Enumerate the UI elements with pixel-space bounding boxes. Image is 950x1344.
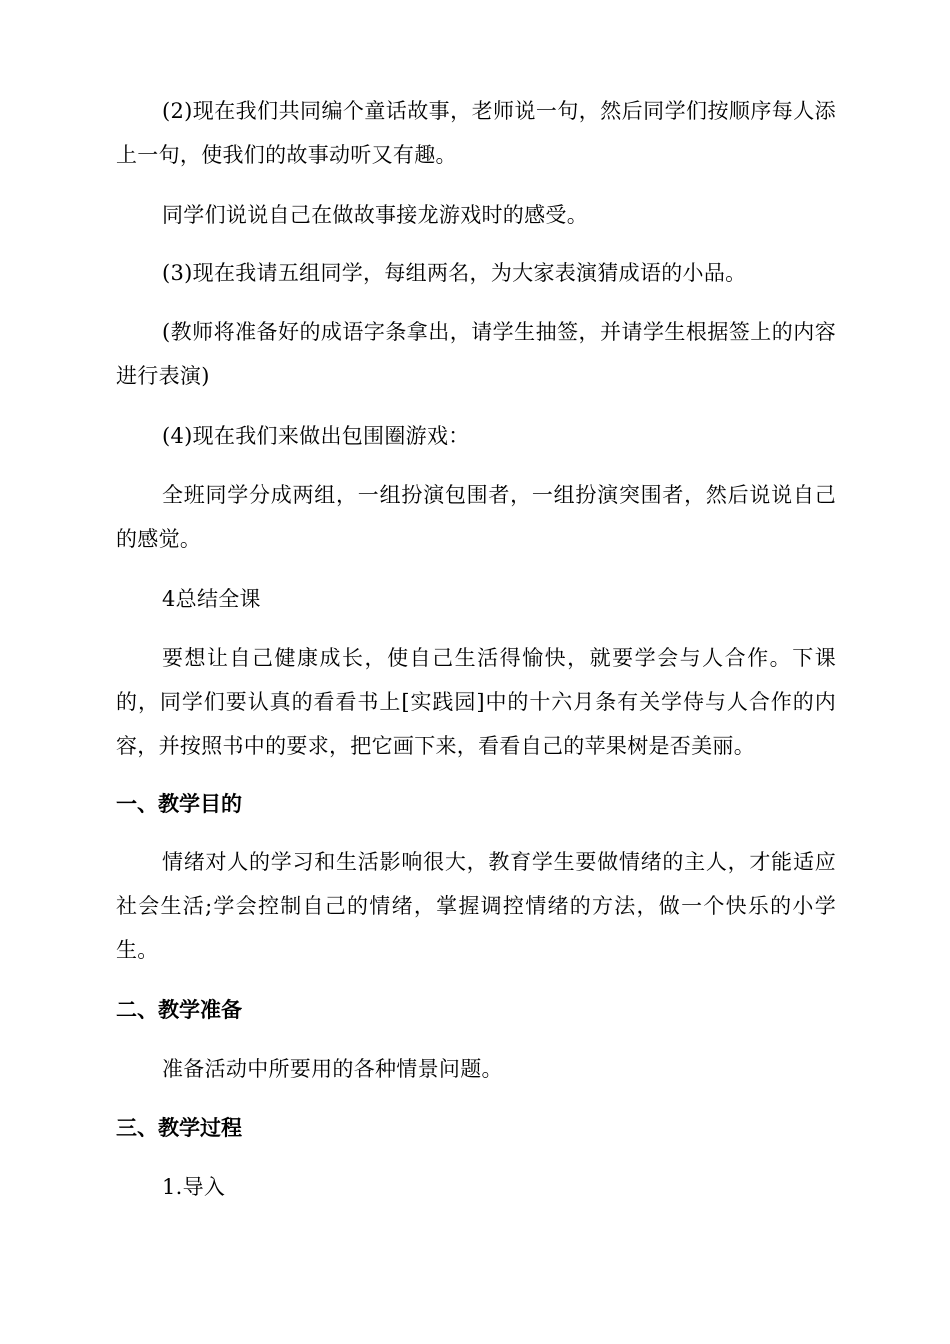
paragraph-step-intro: 1.导入 — [162, 1175, 226, 1199]
heading-teaching-process: 三、教学过程 — [116, 1116, 242, 1140]
paragraph-teaching-goal: 情绪对人的学习和生活影响很大，教育学生要做情绪的主人，才能适应社会生活;学会控制自己的情绪，掌握调控情绪的方法，做一个快乐的小学生。 — [116, 850, 836, 962]
paragraph-story-chain: (2)现在我们共同编个童话故事，老师说一句，然后同学们按顺序每人添上一句，使我们的故事动听又有趣。 — [116, 99, 836, 167]
paragraph-game-groups: 全班同学分成两组，一组扮演包围者，一组扮演突围者，然后说说自己的感觉。 — [116, 483, 836, 551]
paragraph-summary-title: 4总结全课 — [162, 587, 261, 611]
paragraph-teaching-prep: 准备活动中所要用的各种情景问题。 — [162, 1057, 503, 1081]
heading-teaching-goal: 一、教学目的 — [116, 792, 242, 816]
paragraph-idiom-skit: (3)现在我请五组同学，每组两名，为大家表演猜成语的小品。 — [162, 261, 747, 285]
paragraph-story-feelings: 同学们说说自己在做故事接龙游戏时的感受。 — [162, 203, 588, 227]
paragraph-teacher-note: (教师将准备好的成语字条拿出，请学生抽签，并请学生根据签上的内容进行表演) — [116, 320, 836, 388]
paragraph-summary: 要想让自己健康成长，使自己生活得愉快，就要学会与人合作。下课的，同学们要认真的看看书上[实践园]中的十六月条有关学侍与人合作的内容，并按照书中的要求，把它画下来，看看自己的苹果树是否美丽。 — [116, 646, 836, 758]
paragraph-encircle-game: (4)现在我们来做出包围圈游戏： — [162, 424, 470, 448]
heading-teaching-prep: 二、教学准备 — [116, 998, 242, 1022]
